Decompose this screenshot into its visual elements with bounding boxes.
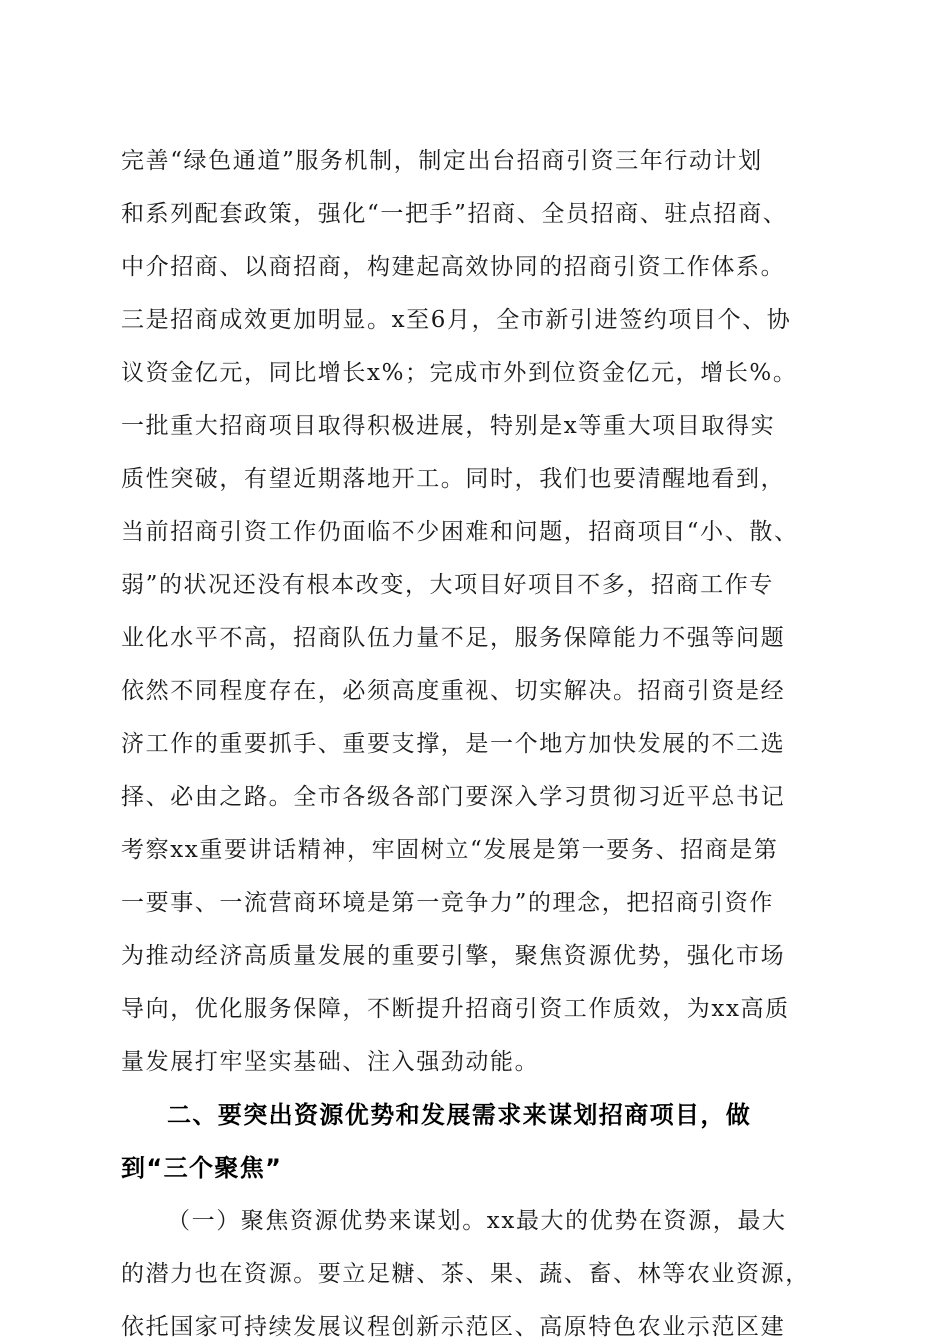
body-line-16: 为推动经济高质量发展的重要引擎，聚焦资源优势，强化市场 — [121, 943, 786, 969]
section-body-line-3: 依托国家可持续发展议程创新示范区、高原特色农业示范区建 — [121, 1314, 786, 1340]
section-heading-line-1: 二、要突出资源优势和发展需求来谋划招商项目，做 — [167, 1101, 752, 1129]
body-line-15: 一要事、一流营商环境是第一竞争力”的理念，把招商引资作 — [121, 890, 774, 916]
body-line-10: 业化水平不高，招商队伍力量不足，服务保障能力不强等问题 — [121, 625, 786, 651]
body-line-1: 完善“绿色通道”服务机制，制定出台招商引资三年行动计划 — [121, 148, 763, 174]
section-body-line-2: 的潜力也在资源。要立足糖、茶、果、蔬、畜、林等农业资源， — [121, 1261, 810, 1287]
body-line-4: 三是招商成效更加明显。x至6月，全市新引进签约项目个、协 — [121, 307, 792, 333]
body-line-8: 当前招商引资工作仍面临不少困难和问题，招商项目“小、散、 — [121, 519, 799, 545]
body-line-6: 一批重大招商项目取得积极进展，特别是x等重大项目取得实 — [121, 413, 776, 439]
body-line-11: 依然不同程度存在，必须高度重视、切实解决。招商引资是经 — [121, 678, 786, 704]
body-line-12: 济工作的重要抓手、重要支撑，是一个地方加快发展的不二选 — [121, 731, 786, 757]
body-line-5: 议资金亿元，同比增长x%；完成市外到位资金亿元，增长%。 — [121, 360, 798, 386]
body-line-2: 和系列配套政策，强化“一把手”招商、全员招商、驻点招商、 — [121, 201, 788, 227]
section-heading-line-2: 到“三个聚焦” — [121, 1154, 283, 1182]
body-line-7: 质性突破，有望近期落地开工。同时，我们也要清醒地看到， — [121, 466, 786, 492]
section-body-line-1: （一）聚焦资源优势来谋划。xx最大的优势在资源，最大 — [167, 1208, 787, 1234]
body-line-17: 导向，优化服务保障，不断提升招商引资工作质效，为xx高质 — [121, 996, 790, 1022]
body-line-9: 弱”的状况还没有根本改变，大项目好项目不多，招商工作专 — [121, 572, 774, 598]
body-line-14: 考察xx重要讲话精神，牢固树立“发展是第一要务、招商是第 — [121, 837, 779, 863]
body-line-13: 择、必由之路。全市各级各部门要深入学习贯彻习近平总书记 — [121, 784, 786, 810]
body-line-18: 量发展打牢坚实基础、注入强劲动能。 — [121, 1049, 540, 1075]
body-line-3: 中介招商、以商招商，构建起高效协同的招商引资工作体系。 — [121, 254, 786, 280]
